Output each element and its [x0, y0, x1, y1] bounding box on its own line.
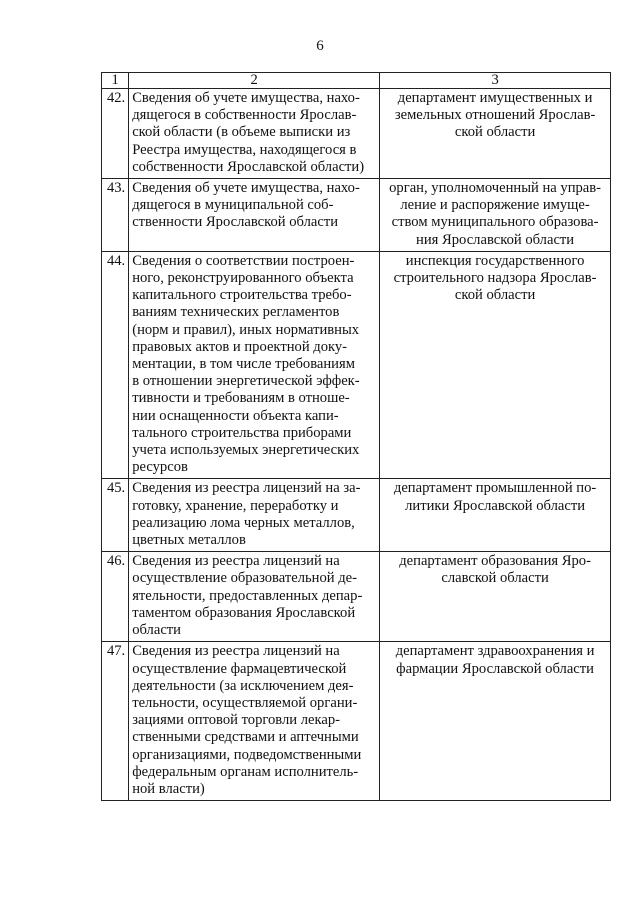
- description-line: цветных металлов: [132, 532, 246, 549]
- description-line: Сведения из реестра лицензий на: [132, 553, 340, 570]
- organization-line: славской области: [441, 570, 549, 587]
- row-description: [129, 89, 380, 179]
- header-cell-organization: 3: [380, 73, 611, 89]
- description-line: ятельности, предоставленных депар-: [132, 587, 363, 604]
- description-line: нии оснащенности объекта капи-: [132, 407, 339, 424]
- organization-line: инспекция государственного: [405, 252, 585, 269]
- description-line: собственности Ярославской области): [132, 158, 365, 175]
- row-organization: [380, 552, 611, 642]
- header-cell-number: 1: [102, 73, 129, 89]
- organization-line: департамент здравоохранения и: [395, 643, 595, 660]
- table-row: [102, 479, 611, 552]
- description-line: тивности и требованиям в отноше-: [132, 390, 350, 407]
- header-cell-description: 2: [129, 73, 380, 89]
- description-line: Реестра имущества, находящегося в: [132, 141, 357, 158]
- description-line: таментом образования Ярославской: [132, 604, 356, 621]
- description-line: Сведения из реестра лицензий на за-: [132, 480, 361, 497]
- row-number: 42.: [102, 89, 129, 179]
- description-line: реализацию лома черных металлов,: [132, 514, 355, 531]
- table-row: [102, 89, 611, 179]
- row-description: [129, 552, 380, 642]
- row-description: [129, 642, 380, 801]
- description-line: Сведения из реестра лицензий на: [132, 643, 340, 660]
- row-number: 46.: [102, 552, 129, 642]
- description-line: (норм и правил), иных нормативных: [132, 321, 360, 338]
- row-organization: [380, 479, 611, 552]
- table-row: [102, 179, 611, 252]
- row-organization: [380, 179, 611, 252]
- organization-line: земельных отношений Ярослав-: [394, 107, 596, 124]
- description-line: осуществление образовательной де-: [132, 570, 357, 587]
- description-line: организациями, подведомственными: [132, 746, 362, 763]
- page-number: 6: [316, 38, 324, 54]
- description-line: ресурсов: [132, 459, 188, 476]
- description-line: ваниям технических регламентов: [132, 304, 340, 321]
- description-line: ственности Ярославской области: [132, 214, 339, 231]
- organization-line: департамент промышленной по-: [393, 480, 597, 497]
- description-line: федеральным органам исполнитель-: [132, 763, 359, 780]
- description-line: Сведения об учете имущества, нахо-: [132, 180, 360, 197]
- row-organization: [380, 89, 611, 179]
- row-number: 43.: [102, 179, 129, 252]
- description-line: ственными средствами и аптечными: [132, 729, 359, 746]
- row-organization: [380, 251, 611, 479]
- description-line: готовку, хранение, переработку и: [132, 497, 339, 514]
- description-line: области: [132, 622, 181, 639]
- description-line: тельности, осуществляемой органи-: [132, 694, 358, 711]
- description-line: тального строительства приборами: [132, 424, 352, 441]
- organization-line: ской области: [454, 287, 536, 304]
- description-line: в отношении энергетической эффек-: [132, 373, 360, 390]
- description-line: Сведения о соответствии построен-: [132, 252, 355, 269]
- table-row: [102, 642, 611, 801]
- description-line: учета используемых энергетических: [132, 442, 360, 459]
- description-line: деятельности (за исключением дея-: [132, 677, 354, 694]
- row-description: [129, 251, 380, 479]
- description-line: дящегося в собственности Ярослав-: [132, 107, 357, 124]
- organization-line: ление и распоряжение имуще-: [400, 197, 590, 214]
- organization-line: ской области: [454, 124, 536, 141]
- organization-line: ством муниципального образова-: [391, 214, 599, 231]
- description-line: ной власти): [132, 780, 205, 797]
- row-number: 47.: [102, 642, 129, 801]
- row-description: [129, 179, 380, 252]
- description-line: ской области (в объеме выписки из: [132, 124, 351, 141]
- organization-line: фармации Ярославской области: [396, 660, 594, 677]
- description-line: ного, реконструированного объекта: [132, 270, 354, 287]
- description-line: капитального строительства требо-: [132, 287, 352, 304]
- row-description: [129, 479, 380, 552]
- description-line: зациями оптовой торговли лекар-: [132, 712, 341, 729]
- description-line: осуществление фармацевтической: [132, 660, 347, 677]
- row-number: 45.: [102, 479, 129, 552]
- row-organization: [380, 642, 611, 801]
- description-line: правовых актов и проектной доку-: [132, 338, 348, 355]
- table-row: [102, 552, 611, 642]
- description-line: Сведения об учете имущества, нахо-: [132, 90, 360, 106]
- organization-line: департамент имущественных и: [397, 90, 593, 106]
- table-row: [102, 251, 611, 479]
- organization-line: строительного надзора Ярослав-: [393, 270, 597, 287]
- registry-table: [101, 72, 611, 801]
- organization-line: литики Ярославской области: [405, 497, 586, 514]
- row-number: 44.: [102, 251, 129, 479]
- organization-line: ния Ярославской области: [416, 231, 575, 248]
- organization-line: департамент образования Яро-: [399, 553, 591, 570]
- description-line: ментации, в том числе требованиям: [132, 356, 355, 373]
- table-header-row: [102, 73, 611, 89]
- description-line: дящегося в муниципальной соб-: [132, 197, 334, 214]
- organization-line: орган, уполномоченный на управ-: [389, 180, 602, 197]
